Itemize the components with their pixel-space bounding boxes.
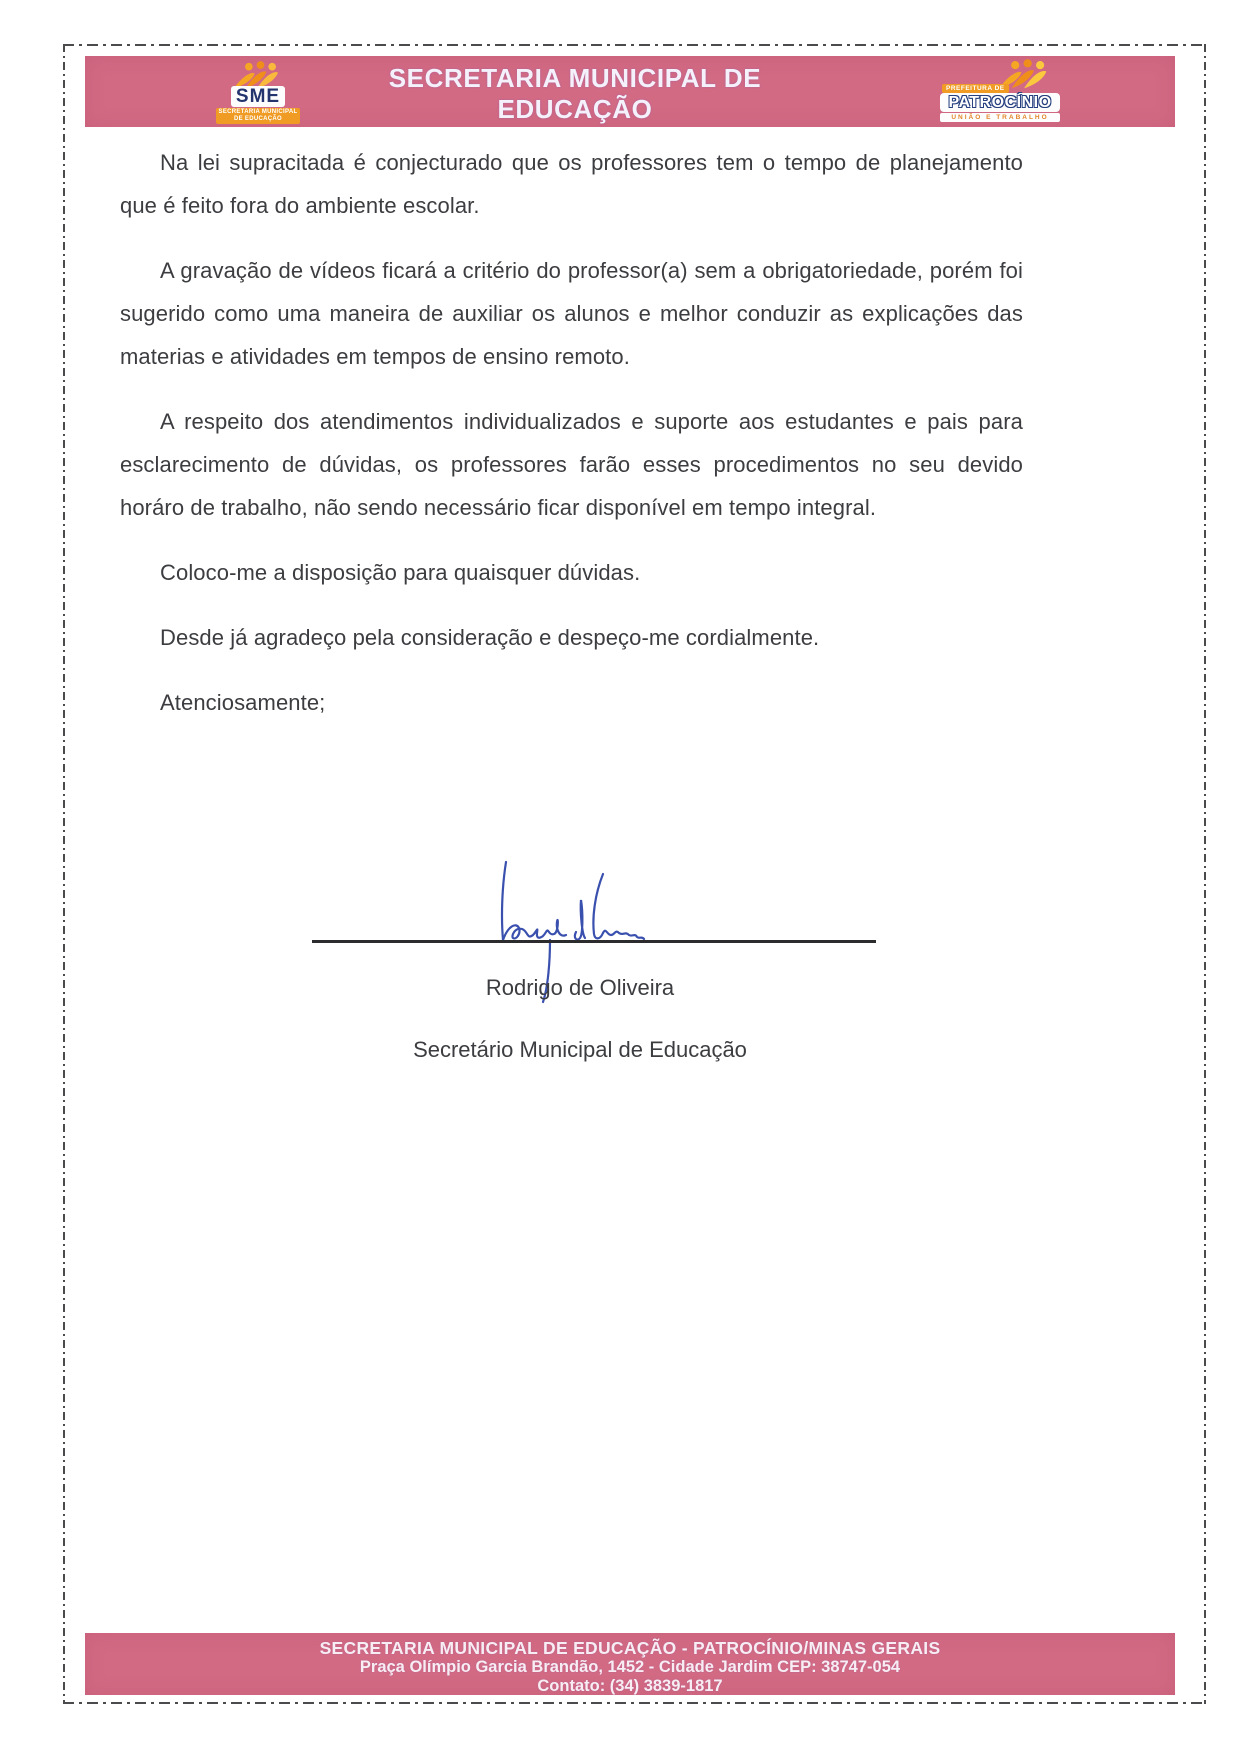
letter-paragraph-5: Desde já agradeço pela consideração e despeço-me cordialmente. [160, 625, 820, 650]
header-title-line2: EDUCAÇÃO [497, 94, 653, 124]
letter-paragraph-2: A gravação de vídeos ficará a critério do professor(a) sem a obrigatoriedade, porém foi sugerido como uma maneira de auxiliar os alunos e melhor conduzir as explicações das materias e atividades em tempos de ensino remoto. [120, 258, 1023, 369]
signature-line [312, 940, 876, 943]
patrocinio-logo [940, 58, 1060, 124]
patrocinio-logo-top-label: PREFEITURA DE [942, 84, 1009, 93]
footer-org-line: SECRETARIA MUNICIPAL DE EDUCAÇÃO - PATROCÍNIO/MINAS GERAIS [319, 1638, 941, 1658]
letter-body [120, 141, 1023, 746]
letter-paragraph-closing: Atenciosamente; [160, 690, 326, 715]
page-border-left [63, 44, 65, 1704]
header-title [85, 63, 1065, 125]
footer-address-line: Praça Olímpio Garcia Brandão, 1452 - Cidade Jardim CEP: 38747-054 [359, 1658, 901, 1676]
patrocinio-logo-motto: UNIÃO E TRABALHO [940, 113, 1060, 122]
footer-contact-line: Contato: (34) 3839-1817 [537, 1677, 723, 1695]
page-border-top [63, 44, 1206, 46]
sme-logo-caption-line2: DE EDUCAÇÃO [234, 116, 282, 122]
header-banner [85, 56, 1175, 127]
sme-logo-acronym: SME [231, 86, 285, 107]
letter-paragraph-4: Coloco-me a disposição para quaisquer dúvidas. [160, 560, 641, 585]
letter-paragraph-3: A respeito dos atendimentos individualizados e suporte aos estudantes e pais para esclarecimento de dúvidas, os professores farão esses procedimentos no seu devido horáro de trabalho, não sendo necessário ficar disponível em tempo integral. [120, 409, 1023, 520]
header-title-line1: SECRETARIA MUNICIPAL DE [388, 63, 762, 93]
signatory-title: Secretário Municipal de Educação [413, 1037, 747, 1062]
footer-banner [85, 1633, 1175, 1695]
signatory-name: Rodrigo de Oliveira [485, 975, 675, 1000]
sme-logo-caption-line1: SECRETARIA MUNICIPAL [218, 109, 298, 115]
page-border-right [1204, 44, 1206, 1704]
page-border-bottom [63, 1702, 1206, 1704]
patrocinio-logo-name: PATROCÍNIO [940, 93, 1060, 112]
letter-paragraph-1: Na lei supracitada é conjecturado que os professores tem o tempo de planejamento que é feito fora do ambiente escolar. [120, 150, 1023, 218]
